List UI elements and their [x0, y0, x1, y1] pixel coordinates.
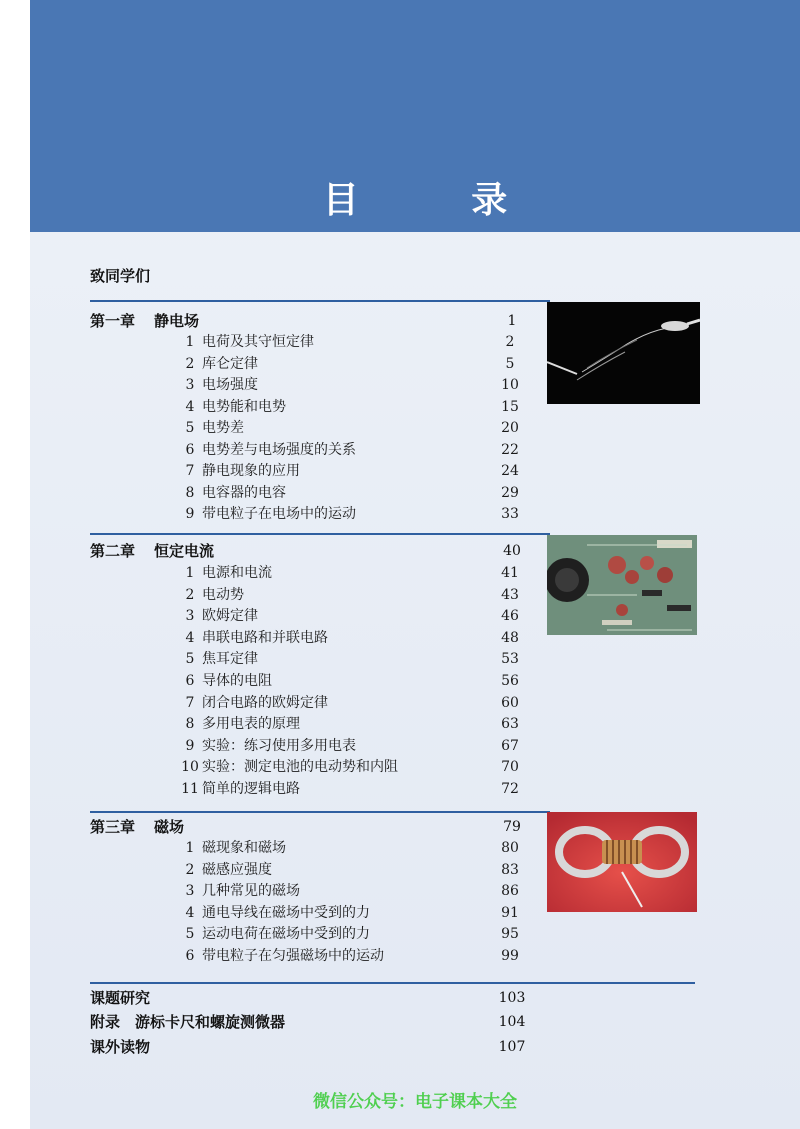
chapter-divider	[90, 533, 550, 535]
section-title: 磁感应强度	[202, 861, 272, 878]
section-page: 10	[501, 377, 519, 393]
chapter-name: 静电场	[154, 312, 200, 330]
section-number: 6	[185, 673, 195, 689]
section-number: 6	[185, 441, 195, 458]
toc-section-entry[interactable]	[180, 418, 540, 439]
section-title: 电动势	[202, 586, 244, 603]
section-number: 9	[185, 737, 195, 754]
circuit-board-image	[547, 535, 697, 635]
magnetic-coils-image	[547, 812, 697, 912]
chapter-page: 79	[503, 819, 521, 835]
toc-section-entry[interactable]	[180, 779, 540, 800]
section-number: 4	[185, 904, 195, 921]
toc-section-entry[interactable]	[180, 440, 540, 461]
section-title: 库仑定律	[202, 355, 258, 372]
photo-magnetic-coils	[547, 812, 697, 912]
toc-section-entry[interactable]	[180, 397, 540, 418]
chapter-divider	[90, 811, 550, 813]
chapter-2-heading[interactable]	[90, 539, 550, 563]
section-number: 2	[185, 586, 195, 603]
toc-section-entry[interactable]	[180, 628, 540, 649]
appendix-page: 104	[498, 1014, 526, 1030]
discharge-image	[547, 302, 700, 404]
section-page: 2	[505, 334, 515, 350]
section-title: 电场强度	[202, 377, 258, 393]
section-title: 电源和电流	[202, 565, 272, 581]
section-title: 电势能和电势	[202, 398, 286, 415]
section-page: 24	[501, 463, 519, 479]
section-number: 5	[185, 926, 195, 942]
intro-label: 致同学们	[90, 267, 151, 285]
section-number: 1	[185, 334, 195, 350]
section-page: 86	[501, 883, 519, 899]
toc-section-entry[interactable]	[180, 461, 540, 482]
section-number: 8	[185, 484, 195, 501]
section-title: 串联电路和并联电路	[202, 629, 328, 646]
appendix-title: 附录 游标卡尺和螺旋测微器	[90, 1013, 286, 1031]
toc-section-entry[interactable]	[180, 736, 540, 757]
toc-section-entry[interactable]	[180, 903, 540, 924]
section-page: 46	[501, 608, 519, 625]
chapter-3-heading[interactable]	[90, 815, 550, 839]
chapter-page: 1	[507, 313, 517, 329]
section-number: 8	[185, 716, 195, 733]
section-title: 带电粒子在匀强磁场中的运动	[202, 947, 384, 964]
section-title: 欧姆定律	[202, 608, 258, 625]
section-number: 1	[185, 565, 195, 581]
section-number: 7	[185, 463, 195, 479]
section-title: 运动电荷在磁场中受到的力	[202, 926, 370, 942]
section-title: 磁现象和磁场	[202, 840, 286, 856]
section-page: 99	[501, 947, 519, 964]
section-page: 43	[501, 586, 519, 603]
section-number: 5	[185, 420, 195, 436]
section-number: 9	[185, 506, 195, 522]
section-title: 实验：练习使用多用电表	[202, 737, 356, 754]
header-band	[30, 0, 800, 232]
toc-page	[30, 0, 800, 1129]
section-page: 41	[501, 565, 519, 581]
section-title: 电荷及其守恒定律	[202, 334, 314, 350]
intro-entry[interactable]	[90, 264, 540, 288]
section-page: 56	[501, 673, 519, 689]
section-title: 电势差与电场强度的关系	[202, 441, 356, 458]
section-number: 1	[185, 840, 195, 856]
toc-section-entry[interactable]	[180, 693, 540, 714]
toc-section-entry[interactable]	[180, 671, 540, 692]
section-page: 95	[501, 926, 519, 942]
chapter-divider	[90, 300, 550, 302]
section-number: 3	[185, 883, 195, 899]
page-title: 目 录	[322, 180, 558, 221]
section-title: 静电现象的应用	[202, 463, 300, 479]
chapter-label: 第三章	[90, 818, 136, 836]
chapter-label: 第一章	[90, 312, 136, 330]
photo-circuit-board	[547, 535, 697, 635]
toc-section-entry[interactable]	[180, 714, 540, 735]
appendix-divider	[90, 982, 695, 984]
chapter-name: 磁场	[154, 818, 185, 836]
section-page: 48	[501, 629, 519, 646]
section-page: 70	[501, 759, 519, 776]
section-number: 3	[185, 608, 195, 625]
section-title: 闭合电路的欧姆定律	[202, 694, 328, 711]
toc-section-entry[interactable]	[180, 924, 540, 945]
section-page: 72	[501, 781, 519, 797]
section-number: 2	[185, 355, 195, 372]
section-title: 简单的逻辑电路	[202, 781, 300, 797]
section-title: 通电导线在磁场中受到的力	[202, 904, 370, 921]
toc-section-entry[interactable]	[180, 504, 540, 525]
section-page: 29	[501, 484, 519, 501]
appendix-page: 107	[498, 1039, 526, 1055]
section-page: 83	[501, 861, 519, 878]
chapter-1-heading[interactable]	[90, 309, 550, 333]
section-number: 4	[185, 398, 195, 415]
section-page: 15	[501, 398, 519, 415]
appendix-title: 课题研究	[90, 989, 151, 1007]
chapter-name: 恒定电流	[154, 542, 215, 560]
section-title: 多用电表的原理	[202, 716, 300, 733]
appendix-entry[interactable]	[90, 1010, 550, 1034]
toc-section-entry[interactable]	[180, 354, 540, 375]
chapter-page: 40	[503, 543, 521, 559]
section-number: 5	[185, 651, 195, 668]
toc-section-entry[interactable]	[180, 649, 540, 670]
appendix-entry[interactable]	[90, 986, 550, 1010]
photo-electrostatic-discharge	[547, 302, 700, 404]
toc-section-entry[interactable]	[180, 838, 540, 859]
section-title: 导体的电阻	[202, 673, 272, 689]
toc-section-entry[interactable]	[180, 946, 540, 967]
section-page: 33	[501, 506, 519, 522]
section-page: 22	[501, 441, 519, 458]
section-number: 3	[185, 377, 195, 393]
toc-section-entry[interactable]	[180, 375, 540, 396]
section-page: 63	[501, 716, 519, 733]
toc-section-entry[interactable]	[180, 563, 540, 584]
toc-section-entry[interactable]	[180, 483, 540, 504]
toc-section-entry[interactable]	[180, 332, 540, 353]
section-page: 60	[501, 694, 519, 711]
appendix-title: 课外读物	[90, 1038, 151, 1056]
section-number: 2	[185, 861, 195, 878]
section-page: 20	[501, 420, 519, 436]
section-number: 7	[185, 694, 195, 711]
toc-section-entry[interactable]	[180, 881, 540, 902]
section-page: 53	[501, 651, 519, 668]
section-page: 80	[501, 840, 519, 856]
toc-section-entry[interactable]	[180, 606, 540, 627]
section-number: 6	[185, 947, 195, 964]
section-title: 实验：测定电池的电动势和内阻	[202, 759, 398, 776]
chapter-label: 第二章	[90, 542, 136, 560]
section-number: 10	[181, 759, 199, 776]
section-title: 几种常见的磁场	[202, 883, 300, 899]
section-page: 67	[501, 737, 519, 754]
wechat-watermark: 微信公众号：电子课本大全	[313, 1092, 517, 1112]
section-title: 焦耳定律	[202, 651, 258, 668]
section-number: 11	[181, 781, 199, 797]
toc-section-entry[interactable]	[180, 585, 540, 606]
section-title: 电容器的电容	[202, 484, 286, 501]
section-page: 91	[501, 904, 519, 921]
toc-section-entry[interactable]	[180, 860, 540, 881]
appendix-page: 103	[498, 990, 526, 1006]
section-number: 4	[185, 629, 195, 646]
toc-section-entry[interactable]	[180, 757, 540, 778]
section-page: 5	[505, 355, 515, 372]
appendix-entry[interactable]	[90, 1035, 550, 1059]
section-title: 电势差	[202, 420, 244, 436]
section-title: 带电粒子在电场中的运动	[202, 506, 356, 522]
